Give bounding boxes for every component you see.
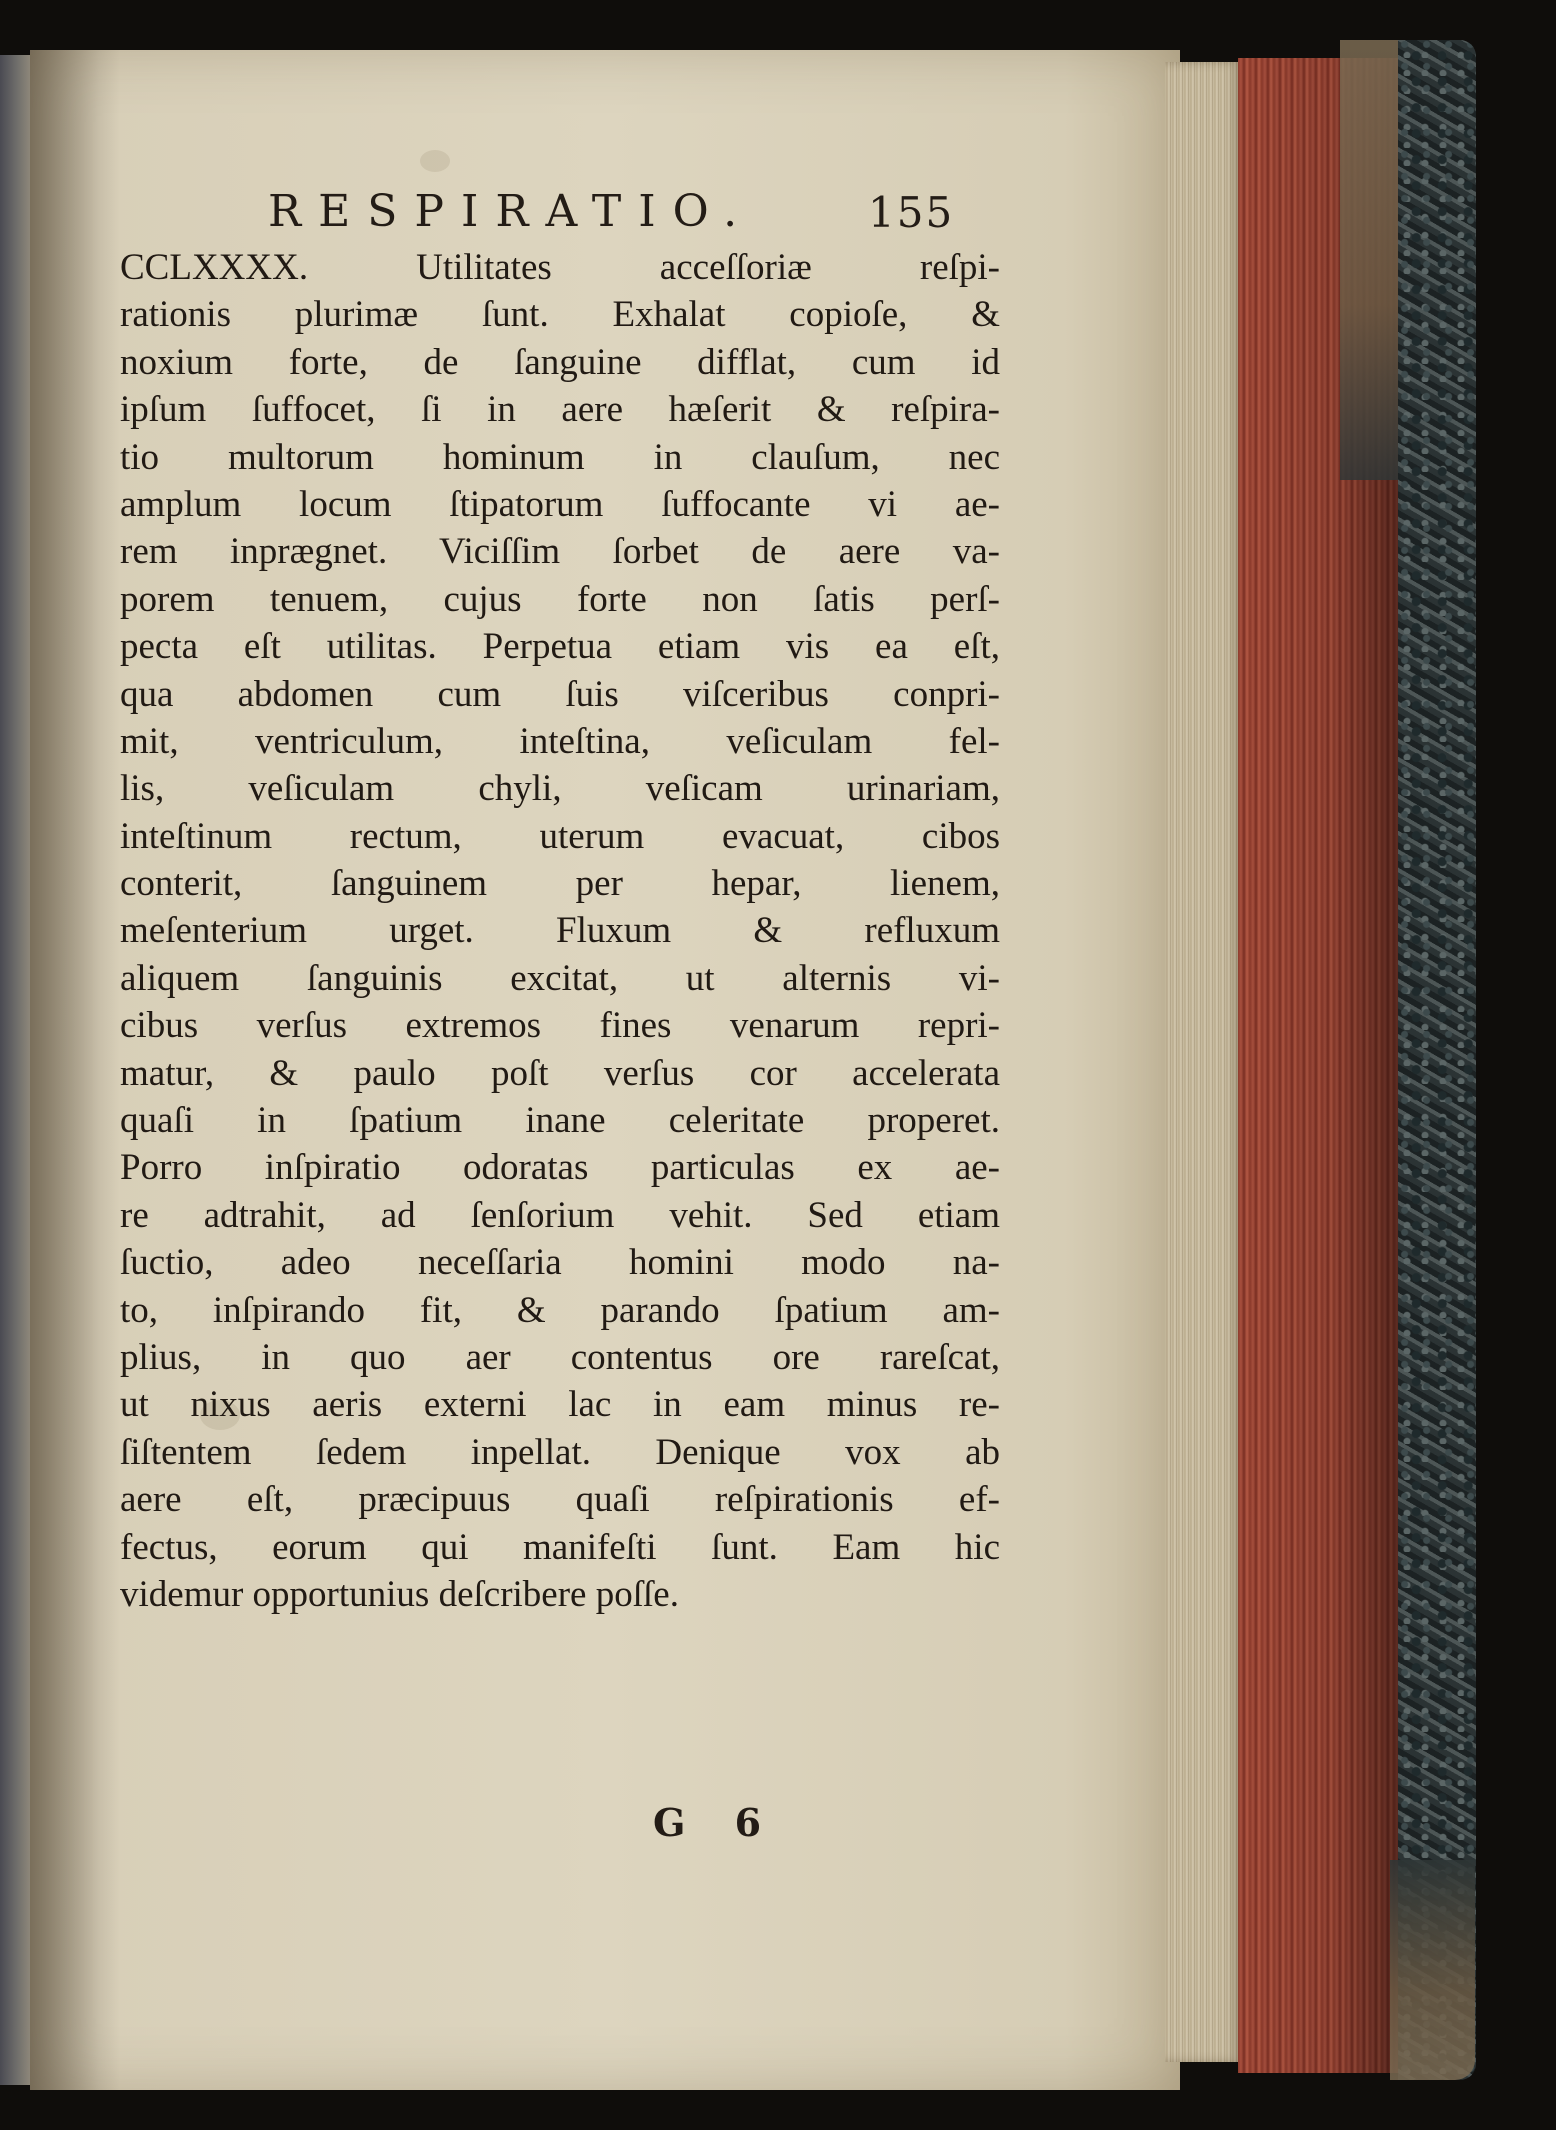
text-line: plius, in quo aer contentus ore rareſcat, — [120, 1336, 1000, 1378]
text-line: videmur opportunius deſcribere poſſe. — [120, 1573, 679, 1615]
body-text — [120, 244, 1000, 1618]
show-through-text — [180, 1655, 1010, 1796]
text-line: mit, ventriculum, inteſtina, veſiculam fel- — [120, 720, 1000, 762]
text-line: matur, & paulo poſt verſus cor accelerata — [120, 1052, 1000, 1094]
text-line: inteſtinum rectum, uterum evacuat, cibos — [120, 815, 1000, 857]
text-line: cibus verſus extremos fines venarum repri- — [120, 1005, 1000, 1047]
text-line: re adtrahit, ad ſenſorium vehit. Sed etiam — [120, 1194, 1000, 1236]
running-head — [0, 186, 1556, 246]
page-number: 155 — [868, 188, 955, 237]
text-line: ſiſtentem ſedem inpellat. Denique vox ab — [120, 1431, 1000, 1473]
text-line: CCLXXXX. Utilitates acceſſoriæ reſpi- — [120, 247, 1000, 288]
page-stack-edge — [1165, 62, 1240, 2062]
text-line: qua abdomen cum ſuis viſceribus conpri- — [120, 673, 1000, 715]
text-line: Porro inſpiratio odoratas particulas ex ae- — [120, 1147, 1000, 1189]
text-line: rationis plurimæ ſunt. Exhalat copioſe, & — [120, 294, 1000, 336]
cover-corner-bottom — [1390, 1860, 1475, 2080]
text-line: aliquem ſanguinis excitat, ut alternis vi- — [120, 957, 1000, 999]
marbled-cover — [1398, 40, 1476, 2080]
text-line: fectus, eorum qui manifeſti ſunt. Eam hic — [120, 1526, 1000, 1568]
text-line: meſenterium urget. Fluxum & refluxum — [120, 910, 1000, 952]
text-line: rem inprægnet. Viciſſim ſorbet de aere va- — [120, 531, 1000, 573]
text-line: amplum locum ſtipatorum ſuffocante vi ae- — [120, 483, 1000, 525]
signature-mark: G 6 — [653, 1800, 780, 1845]
running-title: RESPIRATIO. — [268, 186, 755, 237]
text-line: conterit, ſanguinem per hepar, lienem, — [120, 863, 1000, 905]
text-line: noxium forte, de ſanguine difflat, cum id — [120, 341, 1000, 383]
gutter-shadow — [30, 50, 120, 2090]
text-line: aere eſt, præcipuus quaſi reſpirationis ef- — [120, 1479, 1000, 1521]
text-line: to, inſpirando fit, & parando ſpatium am- — [120, 1289, 1000, 1331]
text-line: pecta eſt utilitas. Perpetua etiam vis ea eſt, — [120, 626, 1000, 668]
text-line: ipſum ſuffocet, ſi in aere hæſerit & reſpira- — [120, 389, 1000, 431]
text-line: ut nixus aeris externi lac in eam minus re- — [120, 1384, 1000, 1426]
text-line: ſuctio, adeo neceſſaria homini modo na- — [120, 1242, 1000, 1284]
paper-stain — [420, 150, 450, 172]
text-line: porem tenuem, cujus forte non ſatis perſ- — [120, 578, 1000, 620]
text-line: quaſi in ſpatium inane celeritate properet. — [120, 1100, 1000, 1142]
text-line: lis, veſiculam chyli, veſicam urinariam, — [120, 768, 1000, 810]
text-line: tio multorum hominum in clauſum, nec — [120, 436, 1000, 478]
